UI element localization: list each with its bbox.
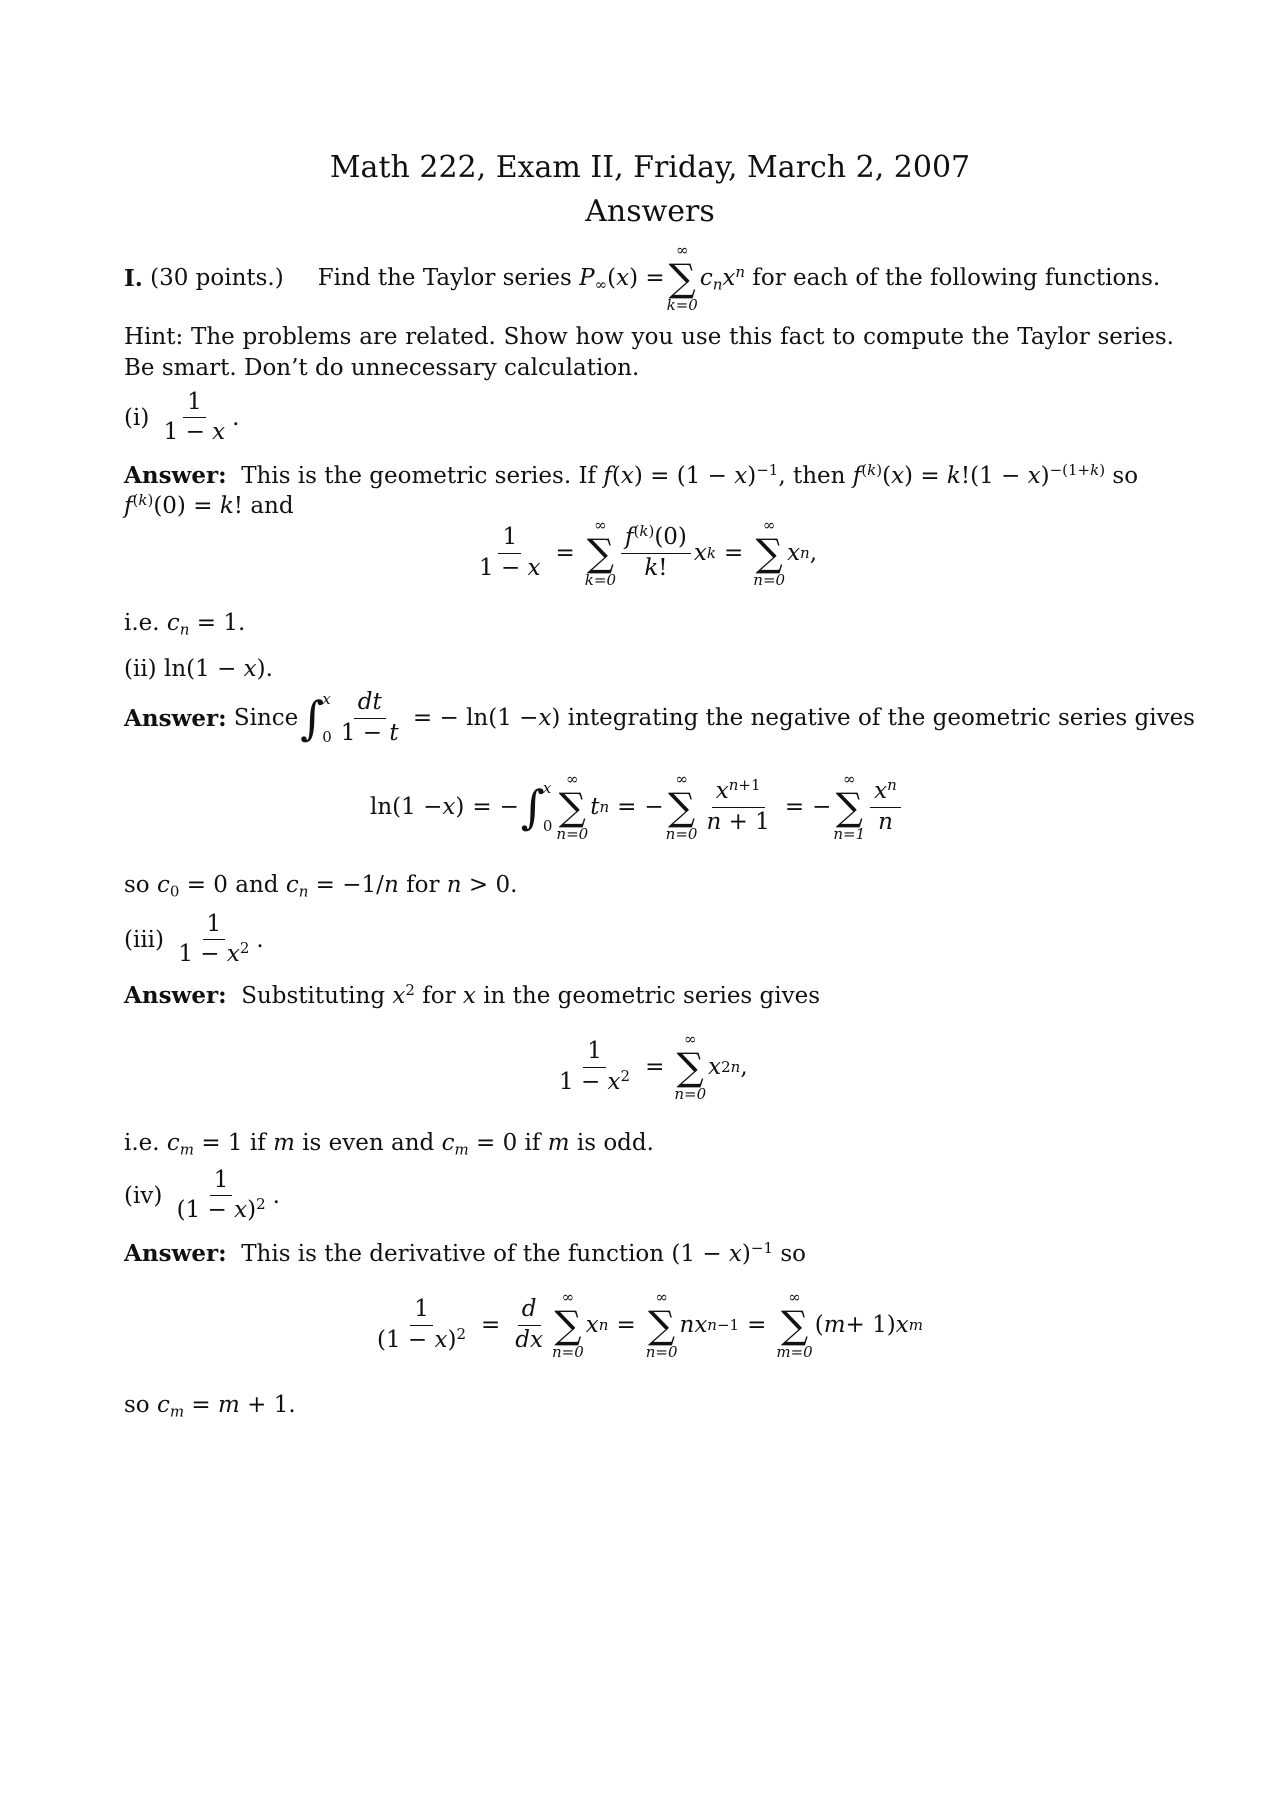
equation-log-series: ln(1 − x ) = − ∫ x 0 ∞ ∑ n=0 t n = − ∞ ∑ n=0 $\frac{x^{n+1}}{n + 1}$ = − ∞ ∑ n=1 $\frac{x^n}{n}$ (370, 772, 904, 842)
part-iv-label: (iv) (124, 1182, 163, 1209)
answer-4-conclusion: so $c_m = m + 1$. (124, 1392, 296, 1421)
problem-number: I. (124, 264, 143, 292)
answer-3-conclusion: i.e. $c_m = 1$ if m is even and $c_m = 0$ if m is odd. (124, 1130, 654, 1159)
problem-statement-post: for each of the following functions. (752, 265, 1161, 291)
answer-3-line1: Answer: Substituting $x^2$ for x in the geometric series gives (124, 980, 821, 1009)
answer-2-line1: Answer: Since ∫ x 0 $\frac{dt}{1 - t}$ = − ln(1 − x ) integrating the negative of the geometric series gives (124, 689, 1195, 746)
equation-geometric-series: $\frac{1}{1 - x}$ = ∞ ∑ k=0 $\frac{f^{(k)}(0)}{k!}$ x k = ∞ ∑ n=0 x n , (479, 516, 818, 589)
sum-k: ∞ ∑ k=0 (666, 241, 698, 314)
part-ii-label: (ii) (124, 656, 157, 682)
part-ii: (ii) ln(1 − x). (124, 656, 273, 682)
equation-substitution: $\frac{1}{1 - x^2}$ = ∞ ∑ n=0 x 2n , (559, 1030, 748, 1103)
answer-1-line1: Answer: This is the geometric series. If $f(x) = (1 - x)^{-1}$, then $f^{(k)}(x) = k!(1 - x)^{-(1+k)}$ so (124, 460, 1139, 489)
part-iv: (iv) $\frac{1}{(1 - x)^2}$ . (124, 1167, 280, 1224)
page-subtitle: Answers (585, 194, 715, 229)
answer-4-line1: Answer: This is the derivative of the function $(1 - x)^{-1}$ so (124, 1238, 806, 1267)
problem-statement: I. (30 points.) Find the Taylor series $P_\infty(x)$ = ∞ ∑ k=0 $c_nx^n$ for each of the following functions. (124, 241, 1161, 314)
integral-sign: ∫ x 0 (300, 690, 332, 746)
part-i: (i) $\frac{1}{1 - x}$ . (124, 389, 240, 446)
part-iii-label: (iii) (124, 926, 165, 953)
problem-statement-pre: Find the Taylor series (317, 265, 572, 291)
problem-hint: Hint: The problems are related. Show how you use this fact to compute the Taylor series. Be smart. Don’t do unnecessary calculation. (124, 324, 1174, 381)
answer-2-conclusion: so $c_0 = 0$ and $c_n = -1/n$ for n > 0. (124, 872, 518, 901)
page-title: Math 222, Exam II, Friday, March 2, 2007 (329, 150, 971, 185)
taylor-series-formula: $P_\infty(x)$ = (579, 265, 665, 294)
answer-1-line2: $f^{(k)}(0) = k$! and (124, 490, 294, 519)
problem-points: (30 points.) (150, 265, 284, 291)
part-i-label: (i) (124, 404, 150, 431)
answer-label: Answer: (124, 462, 227, 489)
answer-1-conclusion: i.e. $c_n = 1$. (124, 610, 246, 639)
part-iii: (iii) $\frac{1}{1 - x^2}$ . (124, 911, 264, 968)
equation-derivative: $\frac{1}{(1 - x)^2}$ = $\frac{d}{dx}$ ∞ ∑ n=0 x n = ∞ ∑ n=0 nx n−1 = ∞ ∑ m=0 ( m + 1) x m (377, 1288, 923, 1361)
